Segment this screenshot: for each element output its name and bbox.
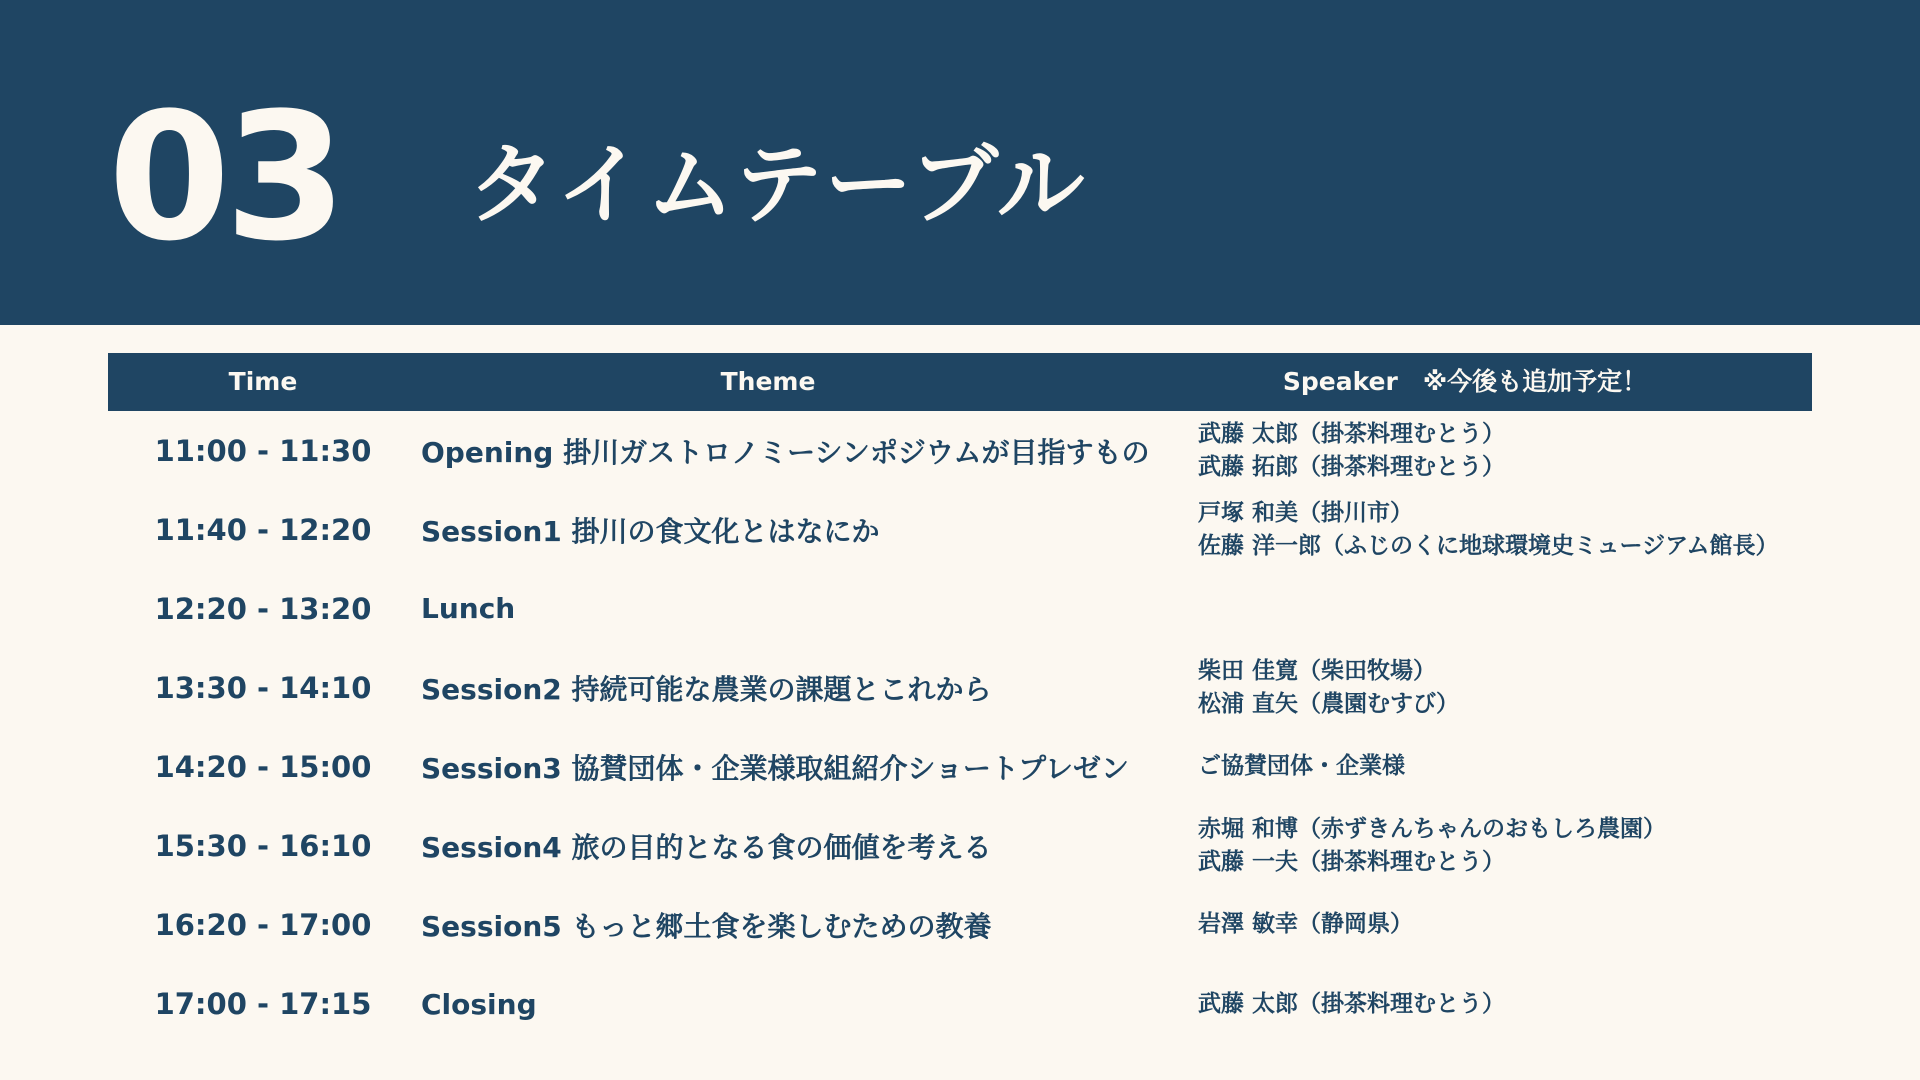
table-row xyxy=(108,964,1812,1044)
speaker-name: ご協賛団体・企業様 xyxy=(1198,753,1405,779)
row-theme: Session5 もっと郷土食を楽しむための教養 xyxy=(421,909,992,943)
table-row xyxy=(108,490,1812,569)
table-row xyxy=(108,727,1812,806)
section-number: 03 xyxy=(108,75,341,280)
table-header xyxy=(108,353,1812,411)
speaker-name: 松浦 直矢（農園むすび） xyxy=(1198,690,1460,717)
speaker-name: 戸塚 和美（掛川市） xyxy=(1198,499,1414,526)
row-theme: Session1 掛川の食文化とはなにか xyxy=(421,514,880,548)
row-speakers xyxy=(1198,727,1812,806)
column-header-speaker: Speaker ※今後も追加予定！ xyxy=(1282,367,1648,396)
table-row xyxy=(108,885,1812,964)
row-speakers xyxy=(1198,411,1812,490)
row-theme: Session2 持続可能な農業の課題とこれから xyxy=(421,672,992,706)
timetable-body xyxy=(108,411,1812,1044)
row-theme: Session4 旅の目的となる食の価値を考える xyxy=(421,830,992,864)
speaker-name: 柴田 佳寛（柴田牧場） xyxy=(1198,657,1437,684)
row-speakers xyxy=(1198,569,1812,648)
column-header-theme: Theme xyxy=(720,367,816,396)
row-time: 16:20 - 17:00 xyxy=(154,907,372,942)
speaker-name: 武藤 一夫（掛茶料理むとう） xyxy=(1198,848,1506,875)
row-speakers xyxy=(1198,885,1812,964)
table-row xyxy=(108,569,1812,648)
row-speakers xyxy=(1198,806,1812,885)
row-theme: Closing xyxy=(421,987,537,1021)
speaker-name: 赤堀 和博（赤ずきんちゃんのおもしろ農園） xyxy=(1198,815,1667,842)
row-time: 11:40 - 12:20 xyxy=(154,512,372,547)
speaker-name: 武藤 太郎（掛茶料理むとう） xyxy=(1198,420,1506,447)
table-row xyxy=(108,806,1812,885)
column-header-time: Time xyxy=(228,367,298,396)
row-theme: Session3 協賛団体・企業様取組紹介ショートプレゼン xyxy=(421,751,1129,785)
speaker-name: 武藤 拓郎（掛茶料理むとう） xyxy=(1198,453,1506,480)
row-time: 11:00 - 11:30 xyxy=(154,433,372,468)
row-time: 14:20 - 15:00 xyxy=(154,749,372,784)
speaker-name: 岩澤 敏幸（静岡県） xyxy=(1198,911,1414,937)
row-time: 12:20 - 13:20 xyxy=(154,591,372,626)
row-speakers xyxy=(1198,648,1812,727)
page-title: タイムテーブル xyxy=(468,133,1087,236)
table-row xyxy=(108,648,1812,727)
header-banner xyxy=(0,0,1920,325)
table-row xyxy=(108,411,1812,490)
row-speakers xyxy=(1198,490,1812,569)
row-speakers xyxy=(1198,964,1812,1044)
row-time: 15:30 - 16:10 xyxy=(154,828,372,863)
speaker-name: 佐藤 洋一郎（ふじのくに地球環境史ミュージアム館長） xyxy=(1198,532,1779,559)
row-theme: Lunch xyxy=(421,592,516,625)
row-time: 13:30 - 14:10 xyxy=(154,670,372,705)
speaker-name: 武藤 太郎（掛茶料理むとう） xyxy=(1198,990,1506,1017)
row-theme: Opening 掛川ガストロノミーシンポジウムが目指すもの xyxy=(421,435,1150,469)
row-time: 17:00 - 17:15 xyxy=(154,987,372,1021)
